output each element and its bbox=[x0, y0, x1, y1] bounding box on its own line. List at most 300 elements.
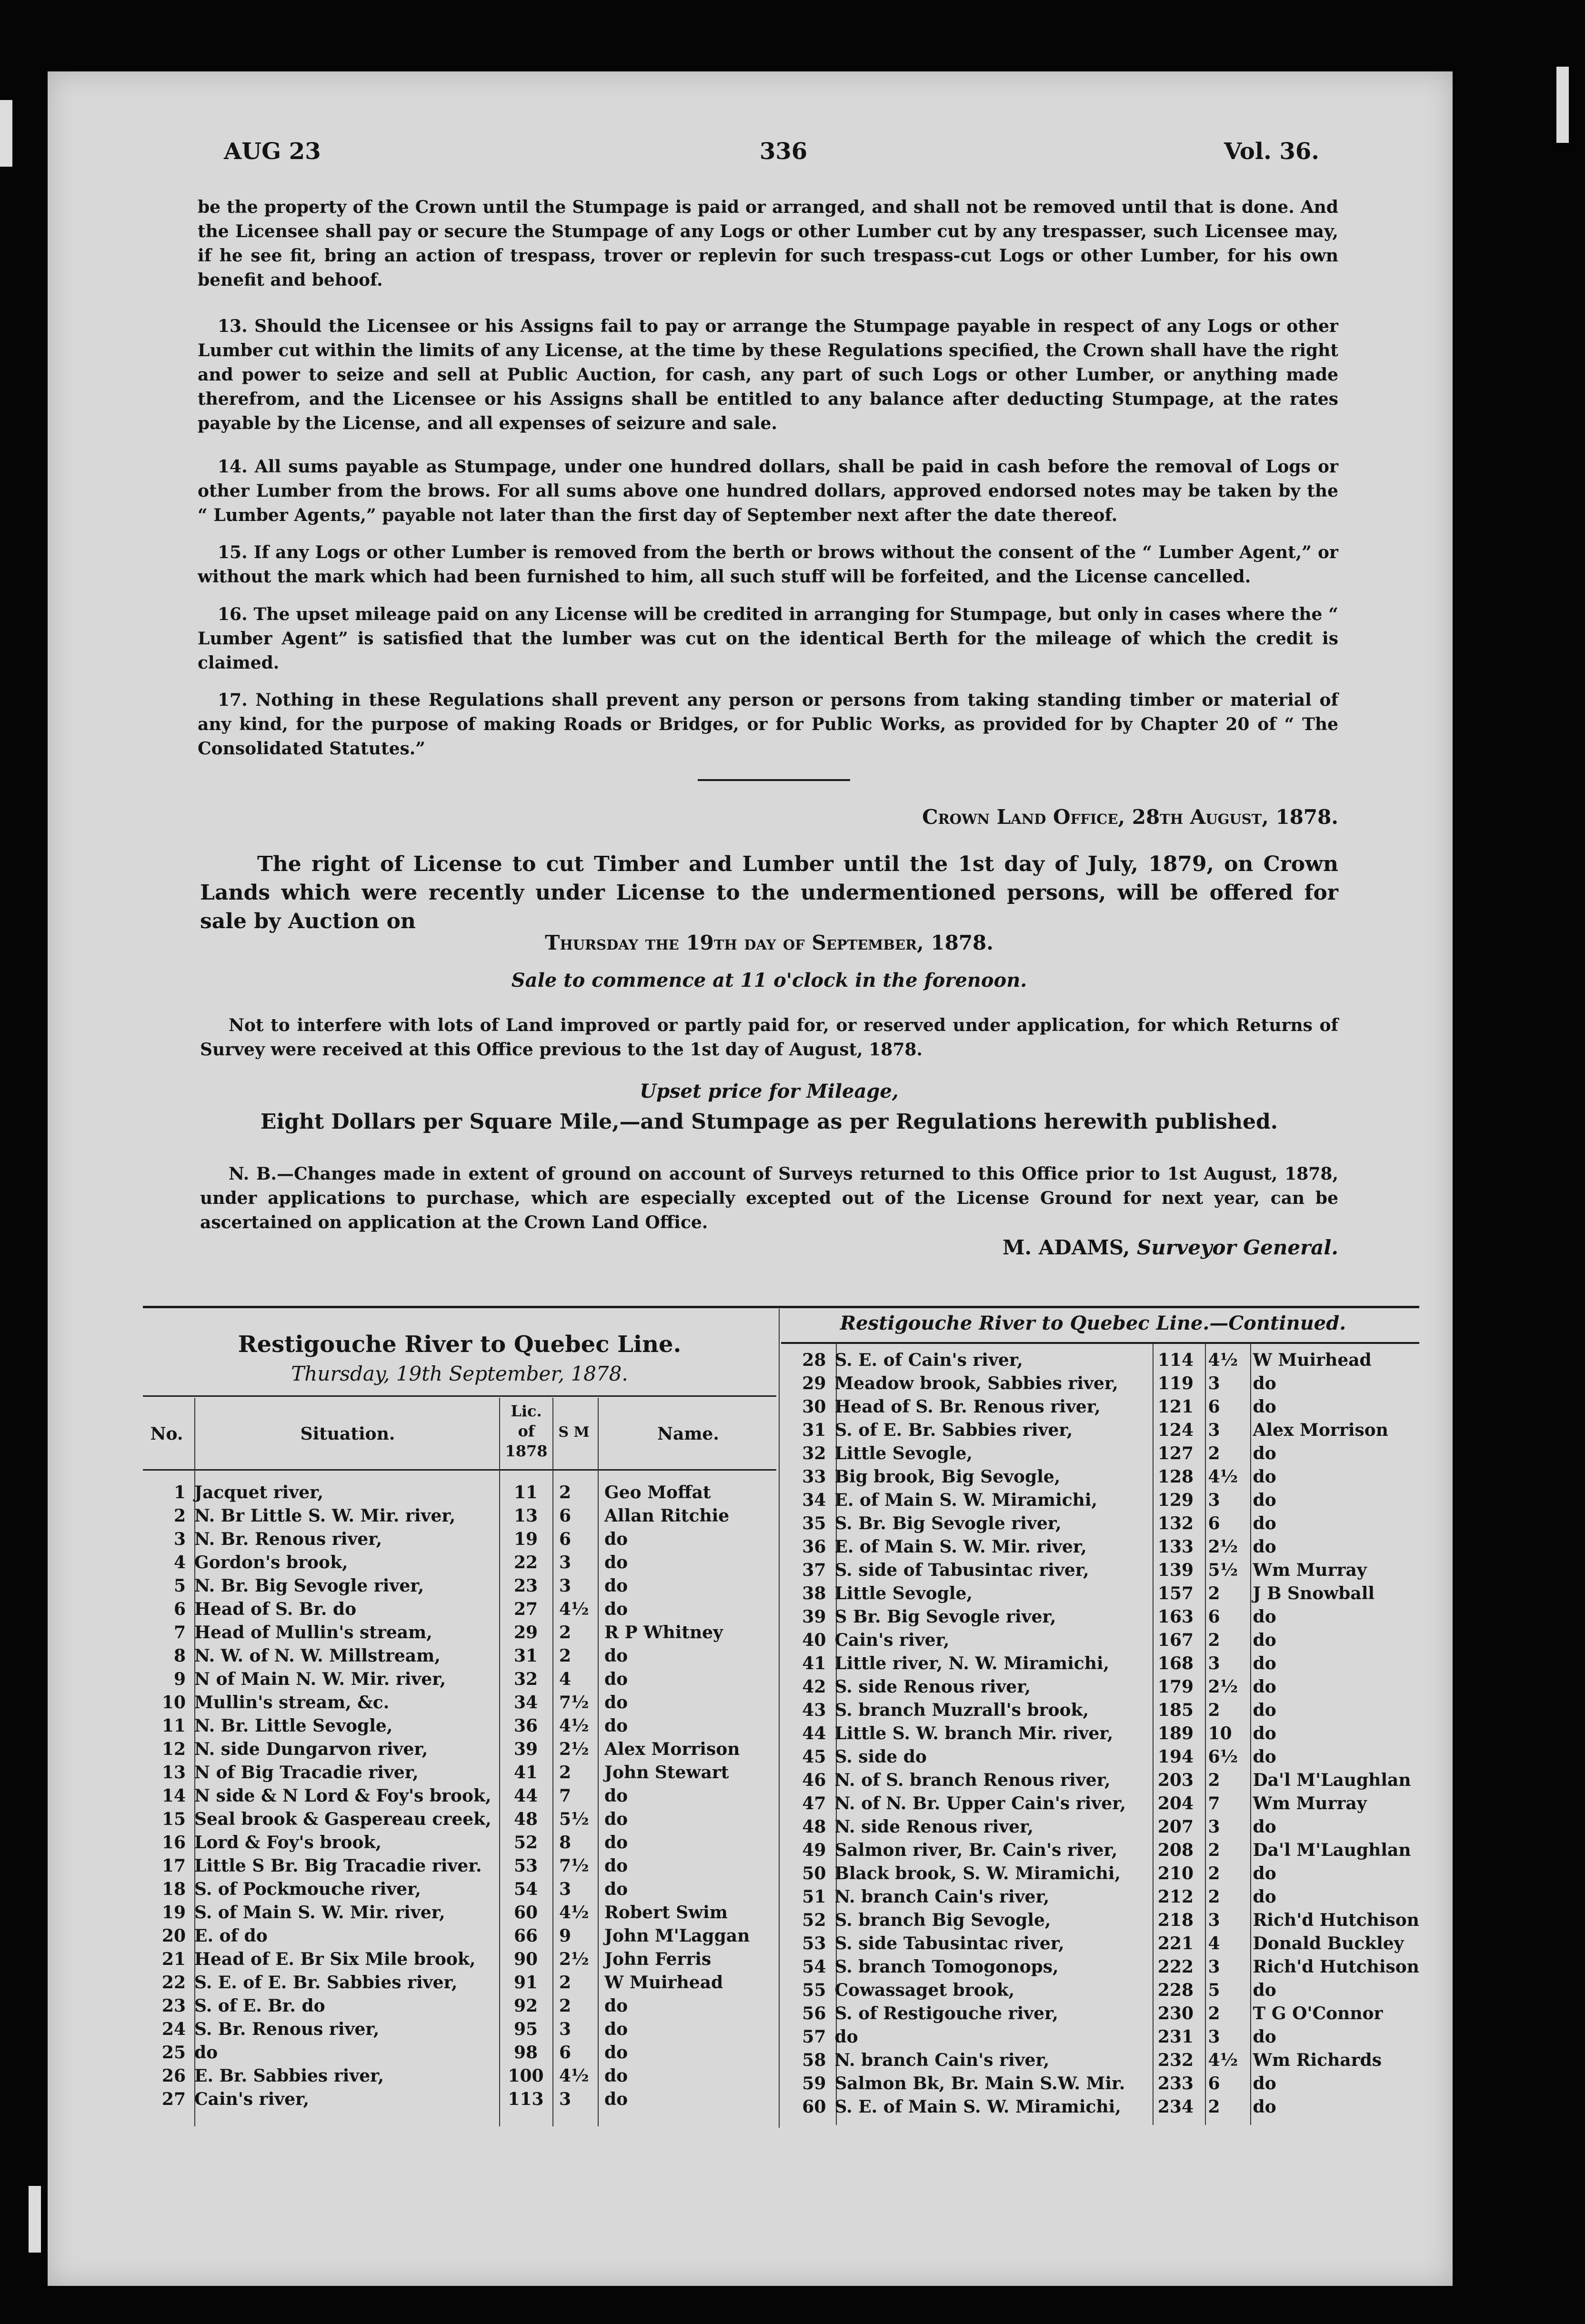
row-square-miles: 5½ bbox=[559, 1809, 589, 1829]
paragraph-17: 17. Nothing in these Regulations shall prevent any person or persons from taking standing timber or material of any kind, for the purpose of making Roads or Bridges, or for Public Works, as provided for by Chapter 20 of “ The Consolidated Statutes.” bbox=[198, 690, 1338, 759]
row-square-miles: 10 bbox=[1208, 1723, 1232, 1743]
row-square-miles: 3 bbox=[1208, 1653, 1220, 1673]
table-row bbox=[781, 1395, 1419, 1419]
row-license: 212 bbox=[1157, 1887, 1194, 1907]
row-license: 132 bbox=[1157, 1513, 1194, 1533]
row-square-miles: 4½ bbox=[559, 1599, 589, 1619]
scan-edge-mark bbox=[1556, 67, 1569, 143]
table-row bbox=[143, 1854, 776, 1878]
row-number: 9 bbox=[173, 1669, 186, 1689]
row-license: 39 bbox=[513, 1739, 538, 1759]
row-situation: N. Br. Renous river, bbox=[194, 1529, 382, 1549]
row-name: do bbox=[1253, 1537, 1276, 1557]
row-square-miles: 2 bbox=[1208, 1863, 1220, 1883]
row-license: 53 bbox=[513, 1856, 538, 1876]
row-name: Da'l M'Laughlan bbox=[1253, 1840, 1411, 1860]
row-situation: S. Br. Renous river, bbox=[194, 2019, 380, 2039]
row-square-miles: 2 bbox=[1208, 2097, 1220, 2117]
row-number: 57 bbox=[802, 2027, 826, 2047]
row-number: 17 bbox=[161, 1856, 186, 1876]
header-rule bbox=[143, 1395, 776, 1397]
table-row bbox=[781, 1955, 1419, 1979]
row-situation: S. E. of E. Br. Sabbies river, bbox=[194, 1973, 458, 1993]
row-license: 129 bbox=[1157, 1490, 1194, 1510]
row-situation: Jacquet river, bbox=[194, 1483, 324, 1503]
row-license: 218 bbox=[1157, 1910, 1194, 1930]
paragraph-16: 16. The upset mileage paid on any License will be credited in arranging for Stumpage, but only in cases where the “ Lumber Agent” is satisfied that the lumber was cut on the identical Berth for the mileage of which the credit is claimed. bbox=[198, 604, 1338, 673]
row-square-miles: 6 bbox=[1208, 1513, 1220, 1533]
paragraph-15: 15. If any Logs or other Lumber is removed from the berth or brows without the consent of the “ Lumber Agent,” or without the mark which had been furnished to him, all such stuff will be forfeited, and the License cancelled. bbox=[198, 542, 1338, 587]
table-row bbox=[781, 1442, 1419, 1465]
row-situation: Salmon Bk, Br. Main S.W. Mir. bbox=[834, 2074, 1125, 2094]
row-license: 113 bbox=[508, 2089, 544, 2109]
listing-table-left bbox=[143, 1481, 776, 2111]
row-license: 179 bbox=[1157, 1677, 1194, 1697]
row-number: 21 bbox=[161, 1949, 186, 1969]
row-name: R P Whitney bbox=[604, 1623, 723, 1643]
col-header-situation: Situation. bbox=[300, 1424, 395, 1444]
row-situation: S. Br. Big Sevogle river, bbox=[834, 1513, 1062, 1533]
row-number: 49 bbox=[802, 1840, 826, 1860]
row-number: 56 bbox=[802, 2003, 826, 2023]
page-number: 336 bbox=[760, 138, 808, 165]
table-row bbox=[143, 1574, 776, 1598]
row-situation: S. side of Tabusintac river, bbox=[834, 1560, 1089, 1580]
row-square-miles: 9 bbox=[559, 1926, 572, 1946]
row-situation: Meadow brook, Sabbies river, bbox=[834, 1373, 1118, 1393]
table-row bbox=[143, 2088, 776, 2111]
row-number: 23 bbox=[161, 1996, 186, 2016]
table-row bbox=[143, 1784, 776, 1808]
row-license: 48 bbox=[513, 1809, 538, 1829]
signature-name: M. ADAMS, bbox=[1003, 1236, 1130, 1259]
signature-title: Surveyor General. bbox=[1136, 1236, 1338, 1259]
row-name: do bbox=[1253, 2097, 1276, 2117]
row-name: do bbox=[604, 2066, 628, 2086]
row-name: do bbox=[604, 1809, 628, 1829]
row-name: Wm Murray bbox=[1253, 1793, 1367, 1813]
table-row bbox=[143, 1924, 776, 1948]
row-number: 59 bbox=[802, 2074, 826, 2094]
row-square-miles: 2 bbox=[559, 1763, 572, 1783]
row-square-miles: 3 bbox=[559, 1553, 572, 1573]
row-name: do bbox=[604, 1529, 628, 1549]
row-license: 92 bbox=[513, 1996, 538, 2016]
row-situation: S. of E. Br. do bbox=[194, 1996, 325, 2016]
row-situation: S. of E. Br. Sabbies river, bbox=[834, 1420, 1073, 1440]
row-license: 232 bbox=[1157, 2050, 1194, 2070]
table-row bbox=[781, 1559, 1419, 1582]
table-row bbox=[143, 2064, 776, 2088]
row-square-miles: 4½ bbox=[1208, 1467, 1238, 1487]
row-license: 91 bbox=[513, 1973, 538, 1993]
row-number: 37 bbox=[802, 1560, 826, 1580]
row-name: do bbox=[1253, 1980, 1276, 2000]
table-row bbox=[781, 1512, 1419, 1535]
row-square-miles: 7 bbox=[1208, 1793, 1220, 1813]
row-square-miles: 3 bbox=[1208, 1817, 1220, 1837]
row-license: 128 bbox=[1157, 1467, 1194, 1487]
table-row bbox=[143, 1714, 776, 1738]
row-square-miles: 3 bbox=[559, 1879, 572, 1899]
table-row bbox=[143, 1691, 776, 1714]
table-row bbox=[143, 2041, 776, 2064]
row-license: 203 bbox=[1157, 1770, 1194, 1790]
row-license: 208 bbox=[1157, 1840, 1194, 1860]
interference-note: Not to interfere with lots of Land improved or partly paid for, or reserved under application, for which Returns of Survey were received at this Office previous to the 1st day of August, 1878. bbox=[200, 1015, 1338, 1060]
row-situation: Gordon's brook, bbox=[194, 1553, 348, 1573]
row-name: do bbox=[604, 1553, 628, 1573]
row-name: do bbox=[604, 1693, 628, 1713]
col-header-sm: S M bbox=[558, 1424, 590, 1441]
table-row bbox=[781, 1862, 1419, 1885]
row-name: do bbox=[1253, 1373, 1276, 1393]
row-name: Rich'd Hutchison bbox=[1253, 1957, 1419, 1977]
row-situation: Cowassaget brook, bbox=[834, 1980, 1015, 2000]
row-situation: N. Br. Big Sevogle river, bbox=[194, 1576, 424, 1596]
table-row bbox=[781, 2002, 1419, 2025]
row-situation: N of Big Tracadie river, bbox=[194, 1763, 419, 1783]
row-square-miles: 3 bbox=[559, 1576, 572, 1596]
row-number: 40 bbox=[802, 1630, 826, 1650]
table-row bbox=[781, 1792, 1419, 1815]
row-square-miles: 2 bbox=[1208, 1887, 1220, 1907]
row-license: 163 bbox=[1157, 1607, 1194, 1627]
row-license: 228 bbox=[1157, 1980, 1194, 2000]
row-number: 3 bbox=[173, 1529, 186, 1549]
row-name: Allan Ritchie bbox=[604, 1506, 730, 1526]
row-number: 44 bbox=[802, 1723, 826, 1743]
row-name: do bbox=[1253, 1677, 1276, 1697]
row-name: do bbox=[1253, 1490, 1276, 1510]
table-row bbox=[781, 1349, 1419, 1372]
row-license: 133 bbox=[1157, 1537, 1194, 1557]
row-name: W Muirhead bbox=[1253, 1350, 1372, 1370]
row-square-miles: 7½ bbox=[559, 1856, 589, 1876]
paragraph-continuation: be the property of the Crown until the Stumpage is paid or arranged, and shall not be removed until that is done. And the Licensee shall pay or secure the Stumpage of any Logs or other Lumber cut by any trespasser, such Licensee may, if he see fit, bring an action of trespass, trover or replevin for such trespass-cut Logs or other Lumber, for his own benefit and behoof. bbox=[198, 197, 1338, 290]
row-situation: Cain's river, bbox=[194, 2089, 309, 2109]
table-row bbox=[781, 1465, 1419, 1489]
row-situation: do bbox=[194, 2043, 218, 2063]
row-square-miles: 2½ bbox=[559, 1739, 589, 1759]
row-name: do bbox=[1253, 1653, 1276, 1673]
row-name: do bbox=[604, 1856, 628, 1876]
row-name: do bbox=[1253, 1397, 1276, 1417]
row-name: do bbox=[604, 2043, 628, 2063]
row-number: 50 bbox=[802, 1863, 826, 1883]
paragraph-14: 14. All sums payable as Stumpage, under one hundred dollars, shall be paid in cash before the removal of Logs or other Lumber from the brows. For all sums above one hundred dollars, approved endorsed notes may be taken by the “ Lumber Agents,” payable not later than the first day of September next after the date thereof. bbox=[198, 457, 1338, 525]
row-square-miles: 2 bbox=[1208, 2003, 1220, 2023]
row-license: 189 bbox=[1157, 1723, 1194, 1743]
row-situation: Salmon river, Br. Cain's river, bbox=[834, 1840, 1118, 1860]
row-license: 121 bbox=[1157, 1397, 1194, 1417]
row-square-miles: 2 bbox=[1208, 1630, 1220, 1650]
paragraph-13: 13. Should the Licensee or his Assigns fail to pay or arrange the Stumpage payable in respect of any Logs or other Lumber cut within the limits of any License, at the time by these Regulations specified, the Crown shall have the right and power to seize and sell at Public Auction, for cash, any part of such Logs or other Lumber, or anything made therefrom, and the Licensee or his Assigns shall be entitled to any balance after deducting Stumpage, at the rates payable by the License, and all expenses of seizure and sale. bbox=[198, 316, 1338, 433]
row-square-miles: 2 bbox=[559, 1623, 572, 1643]
table-row bbox=[143, 1598, 776, 1621]
row-square-miles: 6 bbox=[559, 1506, 572, 1526]
row-name: Geo Moffat bbox=[604, 1483, 711, 1503]
row-license: 233 bbox=[1157, 2074, 1194, 2094]
table-row bbox=[143, 1504, 776, 1528]
row-license: 124 bbox=[1157, 1420, 1194, 1440]
row-number: 51 bbox=[802, 1887, 826, 1907]
row-number: 16 bbox=[161, 1833, 186, 1853]
row-situation: Little S Br. Big Tracadie river. bbox=[194, 1856, 482, 1876]
row-name: Rich'd Hutchison bbox=[1253, 1910, 1419, 1930]
row-situation: E. of Main S. W. Mir. river, bbox=[834, 1537, 1087, 1557]
row-number: 42 bbox=[802, 1677, 826, 1697]
row-number: 22 bbox=[161, 1973, 186, 1993]
row-number: 10 bbox=[161, 1693, 186, 1713]
row-name: John M'Laggan bbox=[604, 1926, 750, 1946]
row-license: 167 bbox=[1157, 1630, 1194, 1650]
row-name: Wm Murray bbox=[1253, 1560, 1367, 1580]
row-number: 55 bbox=[802, 1980, 826, 2000]
row-number: 38 bbox=[802, 1583, 826, 1603]
row-number: 14 bbox=[161, 1786, 186, 1806]
row-square-miles: 7 bbox=[559, 1786, 572, 1806]
row-square-miles: 3 bbox=[1208, 2027, 1220, 2047]
row-situation: Head of Mullin's stream, bbox=[194, 1623, 432, 1643]
row-license: 194 bbox=[1157, 1747, 1194, 1767]
table-row bbox=[143, 1551, 776, 1574]
table-row bbox=[781, 1582, 1419, 1605]
table-row bbox=[781, 1769, 1419, 1792]
table-row bbox=[143, 1528, 776, 1551]
row-situation: N side & N Lord & Foy's brook, bbox=[194, 1786, 492, 1806]
table-row bbox=[781, 2095, 1419, 2119]
table-row bbox=[143, 1668, 776, 1691]
row-name: Donald Buckley bbox=[1253, 1933, 1404, 1953]
row-number: 8 bbox=[173, 1646, 186, 1666]
row-name: do bbox=[1253, 1700, 1276, 1720]
auction-intro: The right of License to cut Timber and Lumber until the 1st day of July, 1879, on Crown Lands which were recently under License to the undermentioned persons, will be offered for sale by Auction on bbox=[200, 852, 1338, 933]
sale-time: Sale to commence at 11 o'clock in the forenoon. bbox=[511, 969, 1027, 992]
row-number: 20 bbox=[161, 1926, 186, 1946]
row-number: 29 bbox=[802, 1373, 826, 1393]
row-name: Alex Morrison bbox=[1253, 1420, 1388, 1440]
row-situation: S. of Restigouche river, bbox=[834, 2003, 1058, 2023]
listing-title: Restigouche River to Quebec Line. bbox=[238, 1331, 682, 1358]
row-license: 222 bbox=[1157, 1957, 1194, 1977]
row-name: do bbox=[604, 2089, 628, 2109]
row-square-miles: 6 bbox=[559, 1529, 572, 1549]
row-number: 54 bbox=[802, 1957, 826, 1977]
row-license: 31 bbox=[513, 1646, 538, 1666]
row-license: 100 bbox=[508, 2066, 544, 2086]
col-header-name: Name. bbox=[657, 1424, 719, 1444]
row-name: do bbox=[604, 1879, 628, 1899]
row-situation: N. of N. Br. Upper Cain's river, bbox=[834, 1793, 1126, 1813]
row-number: 27 bbox=[161, 2089, 186, 2109]
row-license: 36 bbox=[513, 1716, 538, 1736]
row-square-miles: 3 bbox=[1208, 1957, 1220, 1977]
row-situation: E. Br. Sabbies river, bbox=[194, 2066, 384, 2086]
row-license: 157 bbox=[1157, 1583, 1194, 1603]
row-square-miles: 3 bbox=[1208, 1420, 1220, 1440]
row-square-miles: 6 bbox=[559, 2043, 572, 2063]
row-name: do bbox=[604, 1576, 628, 1596]
row-license: 32 bbox=[513, 1669, 538, 1689]
row-name: John Stewart bbox=[604, 1763, 729, 1783]
row-situation: Cain's river, bbox=[834, 1630, 950, 1650]
row-name: do bbox=[1253, 2074, 1276, 2094]
row-name: do bbox=[1253, 1723, 1276, 1743]
row-name: W Muirhead bbox=[604, 1973, 723, 1993]
row-situation: S. of Main S. W. Mir. river, bbox=[194, 1903, 445, 1923]
row-license: 11 bbox=[513, 1483, 538, 1503]
row-situation: N. side Renous river, bbox=[834, 1817, 1033, 1837]
table-row bbox=[781, 1535, 1419, 1559]
row-square-miles: 2 bbox=[1208, 1840, 1220, 1860]
row-license: 22 bbox=[513, 1553, 538, 1573]
table-row bbox=[781, 1419, 1419, 1442]
row-situation: Head of S. Br. Renous river, bbox=[834, 1397, 1101, 1417]
row-number: 12 bbox=[161, 1739, 186, 1759]
row-situation: N. W. of N. W. Millstream, bbox=[194, 1646, 441, 1666]
table-row bbox=[781, 1932, 1419, 1955]
row-square-miles: 2 bbox=[559, 1996, 572, 2016]
row-situation: Head of E. Br Six Mile brook, bbox=[194, 1949, 476, 1969]
row-license: 54 bbox=[513, 1879, 538, 1899]
issue-date: AUG 23 bbox=[224, 138, 321, 165]
table-row bbox=[143, 1948, 776, 1971]
row-license: 119 bbox=[1157, 1373, 1194, 1393]
row-situation: S Br. Big Sevogle river, bbox=[834, 1607, 1056, 1627]
row-situation: Little Sevogle, bbox=[834, 1583, 973, 1603]
table-row bbox=[143, 1831, 776, 1854]
row-number: 28 bbox=[802, 1350, 826, 1370]
row-square-miles: 7½ bbox=[559, 1693, 589, 1713]
row-square-miles: 4½ bbox=[559, 1903, 589, 1923]
upset-price: Eight Dollars per Square Mile,—and Stumpage as per Regulations herewith published. bbox=[260, 1110, 1278, 1134]
row-name: do bbox=[1253, 1630, 1276, 1650]
row-name: do bbox=[604, 1716, 628, 1736]
row-number: 47 bbox=[802, 1793, 826, 1813]
table-row bbox=[781, 2025, 1419, 2049]
row-situation: S. E. of Cain's river, bbox=[834, 1350, 1023, 1370]
row-square-miles: 2 bbox=[559, 1973, 572, 1993]
row-square-miles: 3 bbox=[1208, 1490, 1220, 1510]
row-license: 98 bbox=[513, 2043, 538, 2063]
table-row bbox=[781, 2072, 1419, 2095]
row-situation: S. side Tabusintac river, bbox=[834, 1933, 1064, 1953]
row-square-miles: 3 bbox=[559, 2089, 572, 2109]
table-row bbox=[143, 1738, 776, 1761]
row-situation: Black brook, S. W. Miramichi, bbox=[834, 1863, 1121, 1883]
row-square-miles: 3 bbox=[559, 2019, 572, 2039]
office-line: Crown Land Office, 28th August, 1878. bbox=[922, 805, 1338, 829]
table-row bbox=[781, 1605, 1419, 1629]
row-number: 45 bbox=[802, 1747, 826, 1767]
row-license: 230 bbox=[1157, 2003, 1194, 2023]
column-divider bbox=[779, 1309, 780, 2128]
row-situation: N. Br. Little Sevogle, bbox=[194, 1716, 393, 1736]
row-number: 18 bbox=[161, 1879, 186, 1899]
row-name: do bbox=[604, 2019, 628, 2039]
upset-price-title: Upset price for Mileage, bbox=[640, 1080, 899, 1102]
table-row bbox=[143, 1761, 776, 1784]
row-name: do bbox=[1253, 1513, 1276, 1533]
row-license: 19 bbox=[513, 1529, 538, 1549]
row-license: 29 bbox=[513, 1623, 538, 1643]
nb-note: N. B.—Changes made in extent of ground on account of Surveys returned to this Office prior to 1st August, 1878, under applications to purchase, which are especially excepted out of the License Ground for next year, can be ascertained on application at the Crown Land Office. bbox=[200, 1164, 1338, 1232]
row-license: 221 bbox=[1157, 1933, 1194, 1953]
row-name: do bbox=[1253, 1887, 1276, 1907]
row-name: do bbox=[604, 1786, 628, 1806]
table-row bbox=[781, 1909, 1419, 1932]
row-number: 32 bbox=[802, 1443, 826, 1463]
row-situation: Seal brook & Gaspereau creek, bbox=[194, 1809, 492, 1829]
row-name: T G O'Connor bbox=[1253, 2003, 1383, 2023]
row-license: 41 bbox=[513, 1763, 538, 1783]
row-number: 34 bbox=[802, 1490, 826, 1510]
row-situation: S. side Renous river, bbox=[834, 1677, 1031, 1697]
row-license: 139 bbox=[1157, 1560, 1194, 1580]
section-divider bbox=[698, 779, 850, 781]
row-number: 26 bbox=[161, 2066, 186, 2086]
row-name: John Ferris bbox=[604, 1949, 712, 1969]
scan-edge-mark bbox=[0, 100, 12, 167]
row-square-miles: 2½ bbox=[1208, 1537, 1238, 1557]
row-situation: Head of S. Br. do bbox=[194, 1599, 357, 1619]
row-license: 204 bbox=[1157, 1793, 1194, 1813]
row-number: 39 bbox=[802, 1607, 826, 1627]
row-situation: N. of S. branch Renous river, bbox=[834, 1770, 1111, 1790]
row-license: 52 bbox=[513, 1833, 538, 1853]
row-name: Robert Swim bbox=[604, 1903, 728, 1923]
sale-date: Thursday the 19th day of September, 1878. bbox=[545, 931, 993, 954]
row-license: 207 bbox=[1157, 1817, 1194, 1837]
table-row bbox=[781, 1675, 1419, 1699]
row-number: 19 bbox=[161, 1903, 186, 1923]
row-name: do bbox=[1253, 1863, 1276, 1883]
row-number: 4 bbox=[173, 1553, 186, 1573]
row-situation: E. of do bbox=[194, 1926, 268, 1946]
row-number: 33 bbox=[802, 1467, 826, 1487]
row-situation: Little Sevogle, bbox=[834, 1443, 973, 1463]
row-square-miles: 2 bbox=[1208, 1443, 1220, 1463]
row-situation: N of Main N. W. Mir. river, bbox=[194, 1669, 446, 1689]
row-number: 13 bbox=[161, 1763, 186, 1783]
table-row bbox=[781, 1722, 1419, 1745]
row-number: 6 bbox=[173, 1599, 186, 1619]
table-row bbox=[781, 1979, 1419, 2002]
row-license: 231 bbox=[1157, 2027, 1194, 2047]
row-name: do bbox=[604, 1646, 628, 1666]
row-number: 15 bbox=[161, 1809, 186, 1829]
table-row bbox=[781, 2049, 1419, 2072]
row-situation: Mullin's stream, &c. bbox=[194, 1693, 390, 1713]
row-square-miles: 2 bbox=[559, 1483, 572, 1503]
row-square-miles: 5 bbox=[1208, 1980, 1220, 2000]
row-license: 13 bbox=[513, 1506, 538, 1526]
row-number: 25 bbox=[161, 2043, 186, 2063]
row-name: do bbox=[1253, 1747, 1276, 1767]
row-number: 24 bbox=[161, 2019, 186, 2039]
table-row bbox=[143, 1901, 776, 1924]
row-situation: N. side Dungarvon river, bbox=[194, 1739, 428, 1759]
table-row bbox=[781, 1652, 1419, 1675]
listing-table-right bbox=[781, 1349, 1419, 2119]
row-square-miles: 6½ bbox=[1208, 1747, 1238, 1767]
row-name: do bbox=[1253, 1607, 1276, 1627]
row-situation: N. branch Cain's river, bbox=[834, 1887, 1050, 1907]
header-rule-bottom bbox=[143, 1469, 776, 1471]
row-square-miles: 4½ bbox=[559, 2066, 589, 2086]
row-number: 52 bbox=[802, 1910, 826, 1930]
